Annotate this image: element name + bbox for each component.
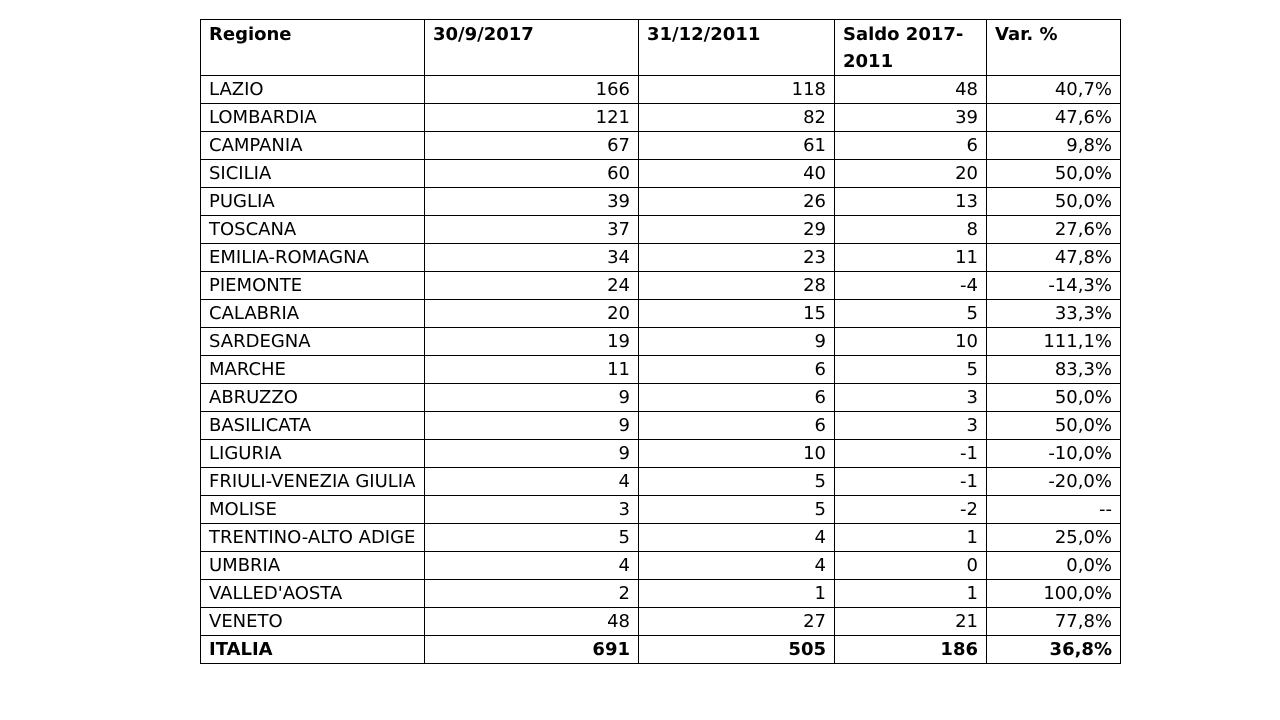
cell-var-percent: 77,8%: [987, 608, 1121, 636]
cell-regione: SARDEGNA: [201, 328, 425, 356]
cell-regione: ITALIA: [201, 636, 425, 664]
cell-saldo: 3: [835, 384, 987, 412]
cell-regione: FRIULI-VENEZIA GIULIA: [201, 468, 425, 496]
cell-var-percent: 40,7%: [987, 76, 1121, 104]
cell-30-9-2017: 9: [425, 440, 639, 468]
cell-var-percent: 100,0%: [987, 580, 1121, 608]
cell-var-percent: 0,0%: [987, 552, 1121, 580]
cell-31-12-2011: 5: [639, 496, 835, 524]
cell-30-9-2017: 4: [425, 468, 639, 496]
cell-31-12-2011: 4: [639, 524, 835, 552]
table-row: [201, 356, 1121, 384]
cell-regione: CALABRIA: [201, 300, 425, 328]
cell-regione: PIEMONTE: [201, 272, 425, 300]
cell-30-9-2017: 37: [425, 216, 639, 244]
cell-var-percent: 50,0%: [987, 160, 1121, 188]
cell-var-percent: 47,6%: [987, 104, 1121, 132]
cell-saldo: 13: [835, 188, 987, 216]
cell-saldo: 8: [835, 216, 987, 244]
header-var-percent: Var. %: [987, 20, 1121, 76]
cell-regione: LAZIO: [201, 76, 425, 104]
table-total-row: [201, 636, 1121, 664]
cell-saldo: 6: [835, 132, 987, 160]
cell-var-percent: 111,1%: [987, 328, 1121, 356]
cell-regione: LOMBARDIA: [201, 104, 425, 132]
cell-var-percent: 83,3%: [987, 356, 1121, 384]
cell-30-9-2017: 34: [425, 244, 639, 272]
table-row: [201, 244, 1121, 272]
cell-var-percent: 9,8%: [987, 132, 1121, 160]
table-row: [201, 132, 1121, 160]
cell-31-12-2011: 118: [639, 76, 835, 104]
cell-30-9-2017: 3: [425, 496, 639, 524]
table-row: [201, 524, 1121, 552]
cell-30-9-2017: 48: [425, 608, 639, 636]
cell-saldo: 1: [835, 580, 987, 608]
cell-var-percent: -10,0%: [987, 440, 1121, 468]
cell-31-12-2011: 4: [639, 552, 835, 580]
table-row: [201, 580, 1121, 608]
cell-saldo: 48: [835, 76, 987, 104]
cell-var-percent: 47,8%: [987, 244, 1121, 272]
cell-regione: UMBRIA: [201, 552, 425, 580]
table-row: [201, 328, 1121, 356]
cell-saldo: 0: [835, 552, 987, 580]
cell-31-12-2011: 26: [639, 188, 835, 216]
cell-saldo: -2: [835, 496, 987, 524]
cell-31-12-2011: 27: [639, 608, 835, 636]
cell-var-percent: 25,0%: [987, 524, 1121, 552]
table-row: [201, 188, 1121, 216]
cell-regione: LIGURIA: [201, 440, 425, 468]
cell-saldo: 10: [835, 328, 987, 356]
cell-31-12-2011: 505: [639, 636, 835, 664]
cell-30-9-2017: 691: [425, 636, 639, 664]
region-table: [200, 19, 1121, 664]
cell-30-9-2017: 121: [425, 104, 639, 132]
cell-30-9-2017: 9: [425, 412, 639, 440]
cell-var-percent: --: [987, 496, 1121, 524]
table-row: [201, 104, 1121, 132]
cell-var-percent: 50,0%: [987, 188, 1121, 216]
cell-30-9-2017: 39: [425, 188, 639, 216]
cell-saldo: -1: [835, 468, 987, 496]
cell-31-12-2011: 6: [639, 356, 835, 384]
cell-regione: SICILIA: [201, 160, 425, 188]
cell-30-9-2017: 5: [425, 524, 639, 552]
cell-30-9-2017: 9: [425, 384, 639, 412]
cell-saldo: 1: [835, 524, 987, 552]
cell-saldo: 5: [835, 356, 987, 384]
cell-31-12-2011: 1: [639, 580, 835, 608]
cell-saldo: -4: [835, 272, 987, 300]
table-row: [201, 160, 1121, 188]
cell-30-9-2017: 20: [425, 300, 639, 328]
table-row: [201, 496, 1121, 524]
cell-30-9-2017: 24: [425, 272, 639, 300]
table-row: [201, 552, 1121, 580]
cell-var-percent: -20,0%: [987, 468, 1121, 496]
cell-31-12-2011: 82: [639, 104, 835, 132]
cell-var-percent: -14,3%: [987, 272, 1121, 300]
cell-saldo: 3: [835, 412, 987, 440]
header-30-9-2017: 30/9/2017: [425, 20, 639, 76]
header-regione: Regione: [201, 20, 425, 76]
cell-30-9-2017: 11: [425, 356, 639, 384]
cell-saldo: 20: [835, 160, 987, 188]
table-row: [201, 300, 1121, 328]
table-header-row: [201, 20, 1121, 76]
table-row: [201, 76, 1121, 104]
table-row: [201, 608, 1121, 636]
cell-31-12-2011: 28: [639, 272, 835, 300]
cell-saldo: -1: [835, 440, 987, 468]
cell-31-12-2011: 15: [639, 300, 835, 328]
cell-regione: CAMPANIA: [201, 132, 425, 160]
cell-regione: ABRUZZO: [201, 384, 425, 412]
cell-saldo: 186: [835, 636, 987, 664]
cell-saldo: 21: [835, 608, 987, 636]
table-row: [201, 216, 1121, 244]
cell-regione: VENETO: [201, 608, 425, 636]
header-31-12-2011: 31/12/2011: [639, 20, 835, 76]
cell-regione: TRENTINO-ALTO ADIGE: [201, 524, 425, 552]
cell-31-12-2011: 10: [639, 440, 835, 468]
cell-regione: PUGLIA: [201, 188, 425, 216]
cell-regione: MARCHE: [201, 356, 425, 384]
cell-var-percent: 27,6%: [987, 216, 1121, 244]
cell-30-9-2017: 67: [425, 132, 639, 160]
cell-var-percent: 33,3%: [987, 300, 1121, 328]
cell-regione: MOLISE: [201, 496, 425, 524]
cell-31-12-2011: 23: [639, 244, 835, 272]
cell-var-percent: 50,0%: [987, 384, 1121, 412]
cell-var-percent: 36,8%: [987, 636, 1121, 664]
cell-30-9-2017: 166: [425, 76, 639, 104]
table-row: [201, 272, 1121, 300]
cell-30-9-2017: 60: [425, 160, 639, 188]
table-row: [201, 468, 1121, 496]
cell-regione: EMILIA-ROMAGNA: [201, 244, 425, 272]
cell-31-12-2011: 40: [639, 160, 835, 188]
cell-30-9-2017: 2: [425, 580, 639, 608]
cell-30-9-2017: 4: [425, 552, 639, 580]
cell-var-percent: 50,0%: [987, 412, 1121, 440]
cell-31-12-2011: 5: [639, 468, 835, 496]
cell-regione: TOSCANA: [201, 216, 425, 244]
table-body: [201, 76, 1121, 664]
header-saldo: Saldo 2017- 2011: [835, 20, 987, 76]
cell-saldo: 5: [835, 300, 987, 328]
cell-31-12-2011: 61: [639, 132, 835, 160]
table-row: [201, 412, 1121, 440]
cell-saldo: 11: [835, 244, 987, 272]
cell-31-12-2011: 6: [639, 384, 835, 412]
cell-30-9-2017: 19: [425, 328, 639, 356]
cell-31-12-2011: 29: [639, 216, 835, 244]
cell-saldo: 39: [835, 104, 987, 132]
cell-31-12-2011: 6: [639, 412, 835, 440]
table-row: [201, 440, 1121, 468]
cell-regione: VALLED'AOSTA: [201, 580, 425, 608]
cell-regione: BASILICATA: [201, 412, 425, 440]
table-row: [201, 384, 1121, 412]
cell-31-12-2011: 9: [639, 328, 835, 356]
region-table-container: [200, 19, 1121, 664]
